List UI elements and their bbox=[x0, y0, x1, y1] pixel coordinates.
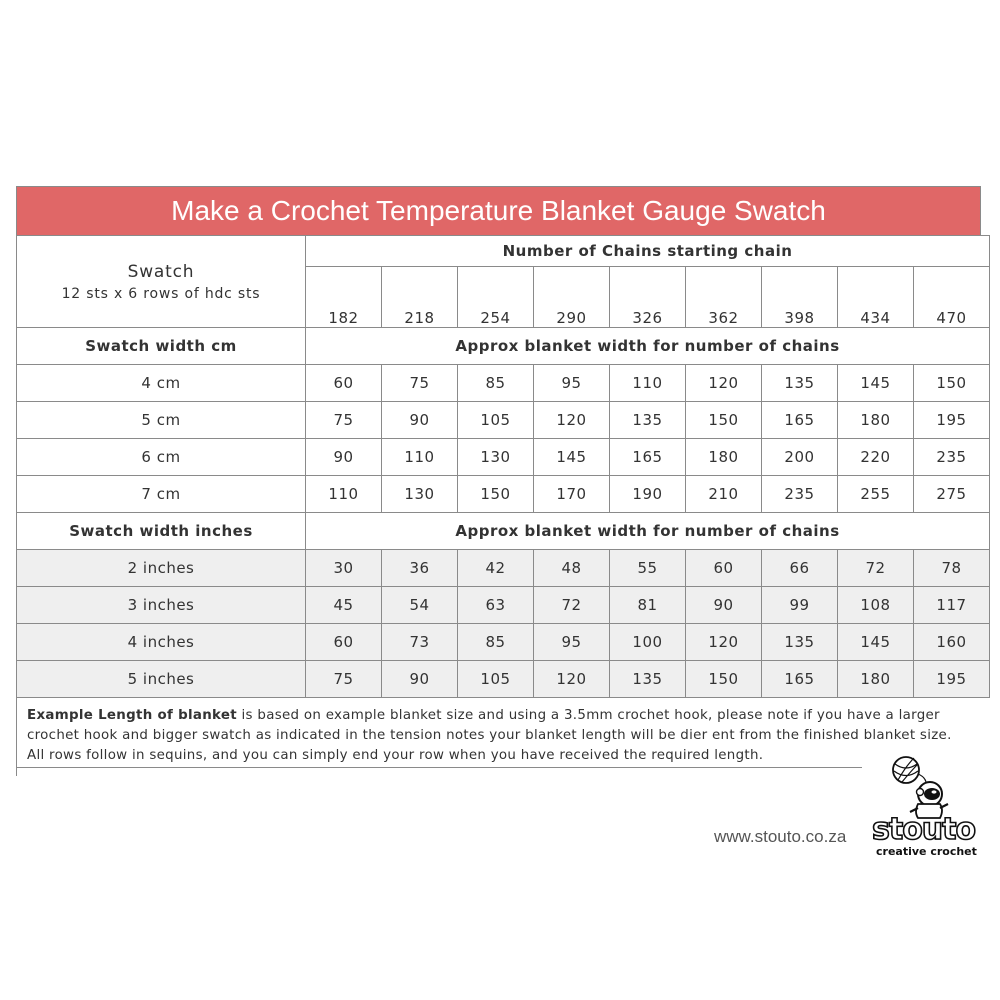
value-cell: 60 bbox=[306, 624, 382, 661]
row-label: 3 inches bbox=[17, 587, 306, 624]
value-cell: 85 bbox=[458, 365, 534, 402]
row-label: 4 inches bbox=[17, 624, 306, 661]
value-cell: 48 bbox=[534, 550, 610, 587]
section-label: Swatch width inches bbox=[17, 513, 306, 550]
row-label: 6 cm bbox=[17, 439, 306, 476]
chain-count-cell: 326 bbox=[610, 267, 686, 328]
value-cell: 255 bbox=[838, 476, 914, 513]
value-cell: 78 bbox=[914, 550, 990, 587]
table-row bbox=[17, 476, 990, 513]
value-cell: 85 bbox=[458, 624, 534, 661]
value-cell: 108 bbox=[838, 587, 914, 624]
value-cell: 145 bbox=[838, 365, 914, 402]
section-heading-row bbox=[17, 328, 990, 365]
value-cell: 165 bbox=[610, 439, 686, 476]
swatch-subtitle: 12 sts x 6 rows of hdc sts bbox=[61, 285, 261, 302]
row-label: 2 inches bbox=[17, 550, 306, 587]
value-cell: 95 bbox=[534, 624, 610, 661]
value-cell: 42 bbox=[458, 550, 534, 587]
value-cell: 55 bbox=[610, 550, 686, 587]
table-row bbox=[17, 365, 990, 402]
value-cell: 150 bbox=[686, 402, 762, 439]
value-cell: 150 bbox=[914, 365, 990, 402]
value-cell: 190 bbox=[610, 476, 686, 513]
value-cell: 117 bbox=[914, 587, 990, 624]
logo-wordmark: stouto bbox=[872, 812, 976, 847]
value-cell: 210 bbox=[686, 476, 762, 513]
value-cell: 235 bbox=[914, 439, 990, 476]
swatch-header-cell bbox=[17, 236, 306, 328]
value-cell: 220 bbox=[838, 439, 914, 476]
table-row bbox=[17, 587, 990, 624]
table-row bbox=[17, 624, 990, 661]
section-heading-row bbox=[17, 513, 990, 550]
value-cell: 145 bbox=[838, 624, 914, 661]
swatch-title: Swatch bbox=[127, 261, 195, 282]
value-cell: 130 bbox=[458, 439, 534, 476]
row-label: 5 inches bbox=[17, 661, 306, 698]
value-cell: 36 bbox=[382, 550, 458, 587]
chain-count-cell: 434 bbox=[838, 267, 914, 328]
value-cell: 135 bbox=[610, 661, 686, 698]
notes-text-2: All rows follow in sequins, and you can simply end your row when you have received the required length. bbox=[27, 748, 764, 763]
table-row bbox=[17, 550, 990, 587]
chains-heading: Number of Chains starting chain bbox=[306, 236, 990, 267]
value-cell: 30 bbox=[306, 550, 382, 587]
value-cell: 60 bbox=[306, 365, 382, 402]
value-cell: 60 bbox=[686, 550, 762, 587]
value-cell: 100 bbox=[610, 624, 686, 661]
chain-count-cell: 182 bbox=[306, 267, 382, 328]
value-cell: 120 bbox=[534, 661, 610, 698]
value-cell: 130 bbox=[382, 476, 458, 513]
gauge-chart bbox=[16, 186, 981, 776]
chain-count-cell: 290 bbox=[534, 267, 610, 328]
value-cell: 75 bbox=[306, 402, 382, 439]
value-cell: 170 bbox=[534, 476, 610, 513]
value-cell: 160 bbox=[914, 624, 990, 661]
value-cell: 90 bbox=[382, 402, 458, 439]
value-cell: 120 bbox=[686, 624, 762, 661]
value-cell: 90 bbox=[306, 439, 382, 476]
logo-tagline: creative crochet bbox=[876, 845, 977, 858]
value-cell: 180 bbox=[838, 661, 914, 698]
value-cell: 99 bbox=[762, 587, 838, 624]
value-cell: 54 bbox=[382, 587, 458, 624]
value-cell: 66 bbox=[762, 550, 838, 587]
value-cell: 110 bbox=[382, 439, 458, 476]
value-cell: 135 bbox=[762, 365, 838, 402]
value-cell: 75 bbox=[382, 365, 458, 402]
table-row bbox=[17, 439, 990, 476]
value-cell: 90 bbox=[382, 661, 458, 698]
section-heading: Approx blanket width for number of chains bbox=[306, 328, 990, 365]
value-cell: 120 bbox=[686, 365, 762, 402]
notes-block bbox=[16, 698, 979, 776]
value-cell: 195 bbox=[914, 402, 990, 439]
section-heading: Approx blanket width for number of chains bbox=[306, 513, 990, 550]
value-cell: 120 bbox=[534, 402, 610, 439]
notes-text-1: is based on example blanket size and using a 3.5mm crochet hook, please note if you have a larger crochet hook and bigger swatch as indicated in the tension notes your blanket length will be dier ent from the finished blanket size. bbox=[27, 708, 952, 743]
value-cell: 95 bbox=[534, 365, 610, 402]
value-cell: 81 bbox=[610, 587, 686, 624]
value-cell: 275 bbox=[914, 476, 990, 513]
value-cell: 145 bbox=[534, 439, 610, 476]
value-cell: 110 bbox=[610, 365, 686, 402]
value-cell: 195 bbox=[914, 661, 990, 698]
value-cell: 165 bbox=[762, 402, 838, 439]
value-cell: 135 bbox=[610, 402, 686, 439]
chain-count-cell: 398 bbox=[762, 267, 838, 328]
chains-heading-row bbox=[17, 236, 990, 267]
website-link[interactable]: www.stouto.co.za bbox=[714, 827, 847, 846]
value-cell: 90 bbox=[686, 587, 762, 624]
table-row bbox=[17, 402, 990, 439]
value-cell: 105 bbox=[458, 402, 534, 439]
value-cell: 180 bbox=[838, 402, 914, 439]
value-cell: 150 bbox=[686, 661, 762, 698]
row-label: 4 cm bbox=[17, 365, 306, 402]
page-title: Make a Crochet Temperature Blanket Gauge Swatch bbox=[16, 186, 981, 235]
value-cell: 110 bbox=[306, 476, 382, 513]
table-row bbox=[17, 661, 990, 698]
value-cell: 135 bbox=[762, 624, 838, 661]
bottom-divider bbox=[16, 767, 862, 768]
value-cell: 105 bbox=[458, 661, 534, 698]
value-cell: 72 bbox=[838, 550, 914, 587]
chain-count-cell: 362 bbox=[686, 267, 762, 328]
notes-lead: Example Length of blanket bbox=[27, 708, 237, 723]
value-cell: 165 bbox=[762, 661, 838, 698]
value-cell: 235 bbox=[762, 476, 838, 513]
row-label: 7 cm bbox=[17, 476, 306, 513]
value-cell: 45 bbox=[306, 587, 382, 624]
value-cell: 180 bbox=[686, 439, 762, 476]
value-cell: 200 bbox=[762, 439, 838, 476]
value-cell: 73 bbox=[382, 624, 458, 661]
chain-count-cell: 470 bbox=[914, 267, 990, 328]
chain-count-cell: 218 bbox=[382, 267, 458, 328]
section-label: Swatch width cm bbox=[17, 328, 306, 365]
value-cell: 63 bbox=[458, 587, 534, 624]
value-cell: 75 bbox=[306, 661, 382, 698]
row-label: 5 cm bbox=[17, 402, 306, 439]
gauge-table bbox=[16, 235, 990, 698]
chain-count-cell: 254 bbox=[458, 267, 534, 328]
value-cell: 150 bbox=[458, 476, 534, 513]
value-cell: 72 bbox=[534, 587, 610, 624]
